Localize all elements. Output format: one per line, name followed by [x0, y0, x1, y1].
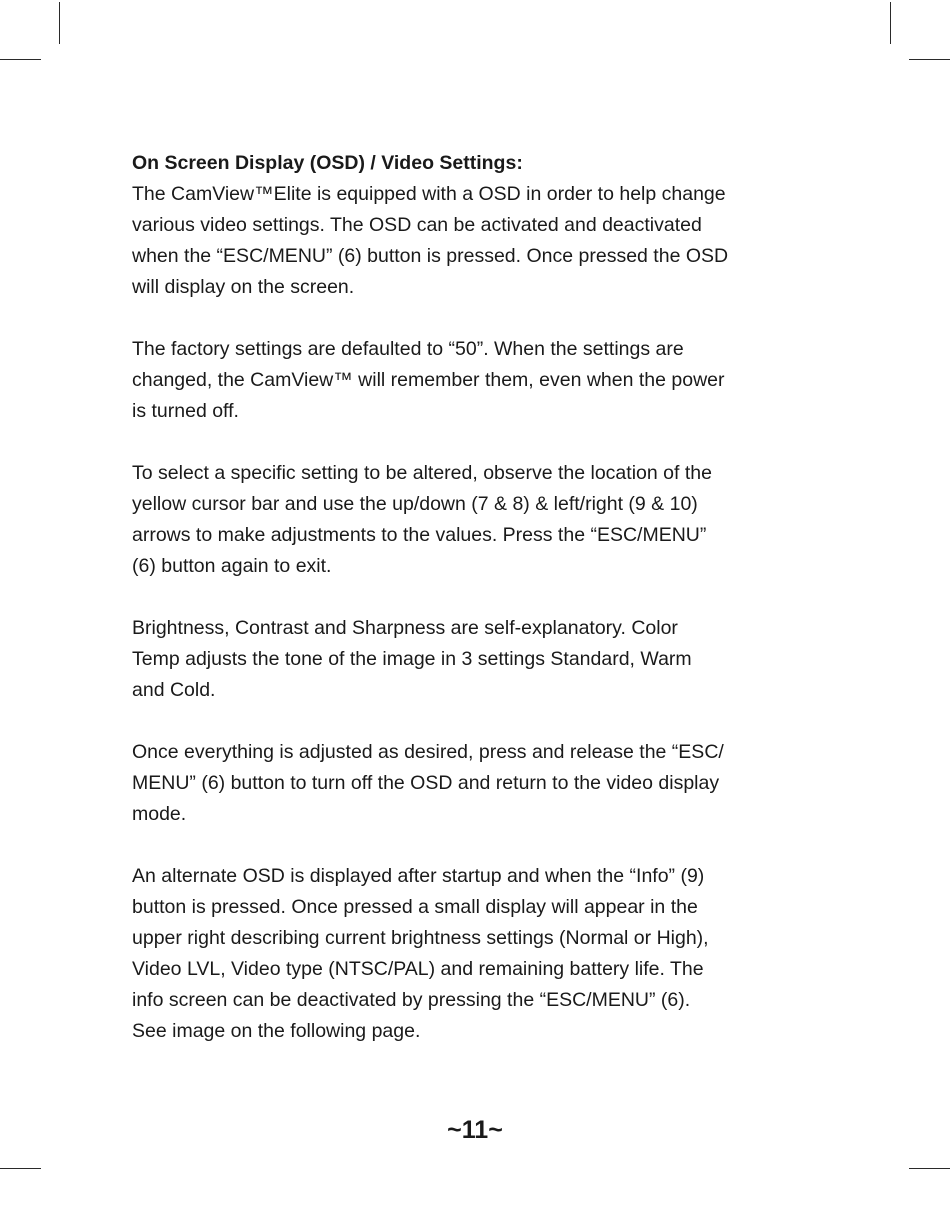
paragraph-spacer: [132, 830, 832, 861]
paragraph-turn-off-osd: [132, 737, 832, 830]
crop-mark-bottom-right-horizontal: [909, 1168, 950, 1169]
text-line: MENU” (6) button to turn off the OSD and return to the video display: [132, 772, 720, 794]
paragraph-spacer: [132, 706, 832, 737]
section-heading: On Screen Display (OSD) / Video Settings:: [132, 152, 523, 174]
text-line: yellow cursor bar and use the up/down (7 & 8) & left/right (9 & 10): [132, 493, 698, 515]
paragraph-color-temp: [132, 613, 832, 706]
text-line: when the “ESC/MENU” (6) button is pressed. Once pressed the OSD: [132, 245, 729, 267]
text-line: button is pressed. Once pressed a small display will appear in the: [132, 896, 698, 918]
paragraph-spacer: [132, 303, 832, 334]
text-line: info screen can be deactivated by pressing the “ESC/MENU” (6).: [132, 989, 691, 1011]
text-line: various video settings. The OSD can be activated and deactivated: [132, 214, 702, 236]
text-line: upper right describing current brightness settings (Normal or High),: [132, 927, 709, 949]
text-line: is turned off.: [132, 400, 239, 422]
text-line: will display on the screen.: [132, 276, 355, 298]
text-line: arrows to make adjustments to the values. Press the “ESC/MENU”: [132, 524, 707, 546]
paragraph-alternate-osd: [132, 861, 832, 1047]
text-line: (6) button again to exit.: [132, 555, 332, 577]
crop-mark-bottom-left-horizontal: [0, 1168, 41, 1169]
page-number: ~11~: [447, 1116, 503, 1144]
text-line: See image on the following page.: [132, 1020, 421, 1042]
text-line: The CamView™Elite is equipped with a OSD in order to help change: [132, 183, 726, 205]
text-line: mode.: [132, 803, 187, 825]
text-line: and Cold.: [132, 679, 216, 701]
text-line: The factory settings are defaulted to “50”. When the settings are: [132, 338, 684, 360]
text-line: Temp adjusts the tone of the image in 3 settings Standard, Warm: [132, 648, 692, 670]
paragraph-spacer: [132, 582, 832, 613]
text-line: changed, the CamView™ will remember them, even when the power: [132, 369, 725, 391]
paragraph-select-setting: [132, 458, 832, 582]
paragraph-osd-intro: [132, 179, 832, 303]
crop-mark-top-left-horizontal: [0, 59, 41, 60]
text-line: An alternate OSD is displayed after startup and when the “Info” (9): [132, 865, 705, 887]
text-line: To select a specific setting to be altered, observe the location of the: [132, 462, 712, 484]
text-line: Brightness, Contrast and Sharpness are self-explanatory. Color: [132, 617, 678, 639]
crop-mark-top-right-vertical: [890, 2, 891, 44]
text-line: Once everything is adjusted as desired, press and release the “ESC/: [132, 741, 724, 763]
text-line: Video LVL, Video type (NTSC/PAL) and remaining battery life. The: [132, 958, 704, 980]
paragraph-spacer: [132, 427, 832, 458]
crop-mark-top-right-horizontal: [909, 59, 950, 60]
crop-mark-top-left-vertical: [59, 2, 60, 44]
paragraph-factory-settings: [132, 334, 832, 427]
manual-page-content: [132, 148, 832, 1047]
